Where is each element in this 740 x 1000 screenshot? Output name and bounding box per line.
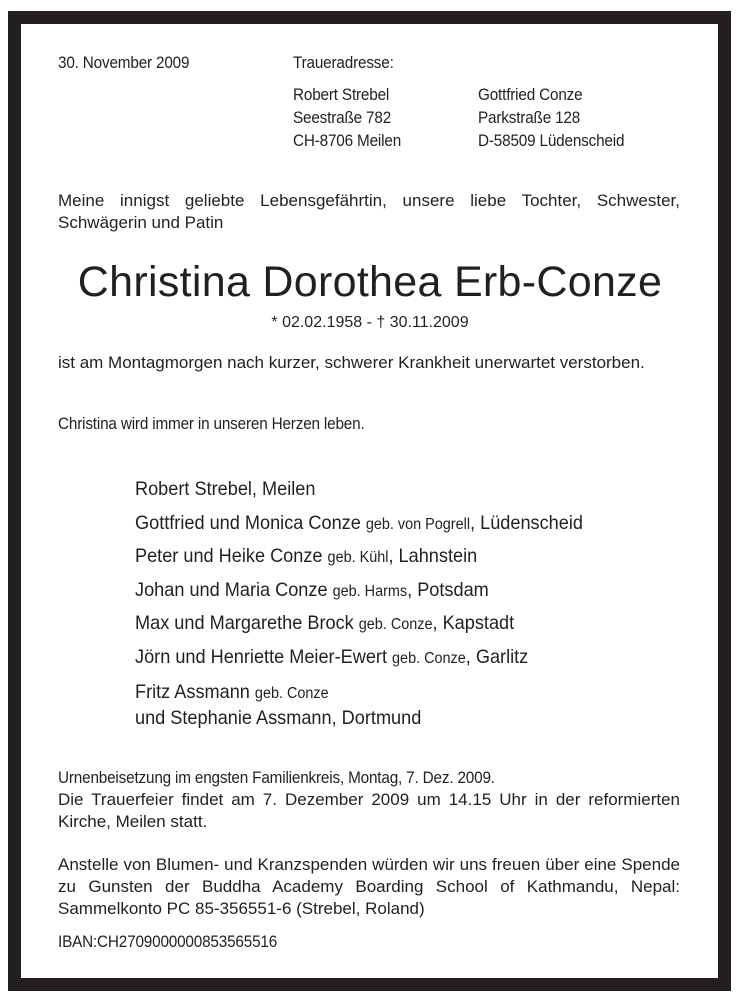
mourner-line: Robert Strebel, Meilen — [135, 478, 316, 500]
address-label: Traueradresse: — [293, 53, 394, 72]
deceased-name: Christina Dorothea Erb-Conze — [77, 258, 663, 306]
address-2-city: D-58509 Lüdenscheid — [478, 131, 625, 150]
notice-date: 30. November 2009 — [58, 53, 190, 72]
notice-border-frame — [8, 11, 731, 991]
remembrance-text: Christina wird immer in unseren Herzen leben. — [58, 414, 365, 433]
mourner-line: Peter und Heike Conze geb. Kühl, Lahnstein — [135, 545, 478, 567]
mourner-line: Gottfried und Monica Conze geb. von Pogrell, Lüdenscheid — [135, 512, 583, 534]
address-1-street: Seestraße 782 — [293, 108, 392, 127]
mourner-line: Johan und Maria Conze geb. Harms, Potsdam — [135, 579, 489, 601]
service-text: Die Trauerfeier findet am 7. Dezember 2009 um 14.15 Uhr in der reformierten Kirche, Meilen statt. — [58, 790, 680, 831]
address-2-name: Gottfried Conze — [478, 85, 583, 104]
intro-text: Meine innigst geliebte Lebensgefährtin, unsere liebe Tochter, Schwester, Schwägerin und Patin — [58, 191, 680, 232]
mourner-line: Jörn und Henriette Meier-Ewert geb. Conze, Garlitz — [135, 646, 529, 668]
address-2-street: Parkstraße 128 — [478, 108, 581, 127]
life-dates: * 02.02.1958 - † 30.11.2009 — [271, 314, 469, 331]
mourner-line: Max und Margarethe Brock geb. Conze, Kapstadt — [135, 612, 515, 634]
mourner-line: Fritz Assmann geb. Conze — [135, 681, 329, 703]
iban-text: IBAN:CH2709000000853565516 — [58, 932, 278, 951]
mourner-line: und Stephanie Assmann, Dortmund — [135, 707, 422, 729]
address-1-city: CH-8706 Meilen — [293, 131, 402, 150]
death-text: ist am Montagmorgen nach kurzer, schwerer Krankheit unerwartet verstorben. — [58, 353, 645, 372]
donation-text: Anstelle von Blumen- und Kranzspenden würden wir uns freuen über eine Spende zu Gunsten der Buddha Academy Boarding School of Kathmandu, Nepal: Sammelkonto PC 85-356551-6 (Strebel, Roland) — [58, 855, 680, 918]
burial-text: Urnenbeisetzung im engsten Familienkreis, Montag, 7. Dez. 2009. — [58, 768, 495, 787]
address-1-name: Robert Strebel — [293, 85, 390, 104]
